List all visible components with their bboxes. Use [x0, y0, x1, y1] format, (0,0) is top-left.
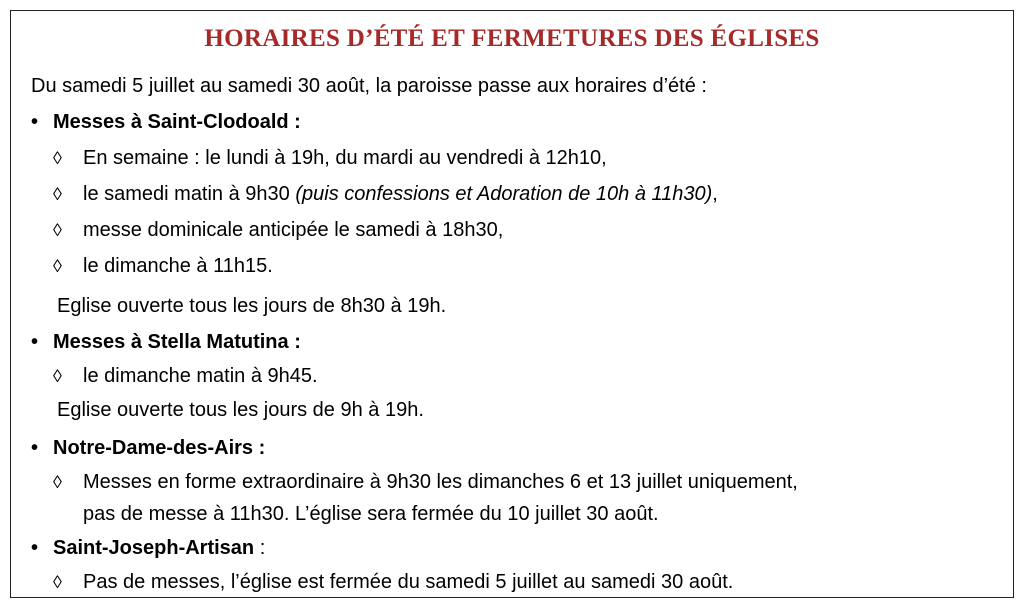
section-saint-joseph-artisan: • Saint-Joseph-Artisan :: [31, 537, 266, 559]
list-item: ◊ le dimanche à 11h15.: [53, 255, 273, 277]
list-item: ◊ Messes en forme extraordinaire à 9h30 les dimanches 6 et 13 juillet uniquement,: [53, 471, 798, 493]
notice-frame: [10, 10, 1014, 598]
section-stella-matutina: [31, 329, 301, 355]
diamond-icon: ◊: [53, 366, 62, 386]
diamond-icon: ◊: [53, 472, 62, 492]
bullet-icon: •: [31, 331, 39, 353]
list-item: ◊ En semaine : le lundi à 19h, du mardi au vendredi à 12h10,: [53, 147, 607, 169]
list-item: ◊ Pas de messes, l’église est fermée du samedi 5 juillet au samedi 30 août.: [53, 571, 734, 593]
bullet-icon: •: [31, 537, 39, 559]
bullet-icon: •: [31, 111, 39, 133]
section-notre-dame-des-airs: [31, 435, 265, 461]
section-saint-clodoald: [31, 109, 301, 135]
bullet-icon: •: [31, 437, 39, 459]
diamond-icon: ◊: [53, 220, 62, 240]
list-item-continuation: pas de messe à 11h30. L’église sera fermée du 10 juillet 30 août.: [83, 503, 659, 525]
section-heading: Notre-Dame-des-Airs :: [53, 437, 266, 459]
confession-note: (puis confessions et Adoration de 10h à 11h30): [295, 183, 713, 205]
list-item: ◊ messe dominicale anticipée le samedi à 18h30,: [53, 219, 504, 241]
section-heading: Messes à Stella Matutina :: [53, 331, 301, 353]
section-heading: Saint-Joseph-Artisan: [53, 537, 255, 559]
list-item: ◊ le dimanche matin à 9h45.: [53, 365, 318, 387]
notice-title: HORAIRES D’ÉTÉ ET FERMETURES DES ÉGLISES: [204, 25, 820, 52]
list-item: ◊ le samedi matin à 9h30 (puis confessions et Adoration de 10h à 11h30),: [53, 183, 718, 205]
intro-text: Du samedi 5 juillet au samedi 30 août, la paroisse passe aux horaires d’été :: [31, 75, 707, 97]
section-heading: Messes à Saint-Clodoald :: [53, 111, 301, 133]
diamond-icon: ◊: [53, 148, 62, 168]
diamond-icon: ◊: [53, 256, 62, 276]
opening-hours-note: Eglise ouverte tous les jours de 9h à 19h.: [57, 399, 424, 421]
opening-hours-note: Eglise ouverte tous les jours de 8h30 à 19h.: [57, 295, 447, 317]
diamond-icon: ◊: [53, 572, 62, 592]
diamond-icon: ◊: [53, 184, 62, 204]
